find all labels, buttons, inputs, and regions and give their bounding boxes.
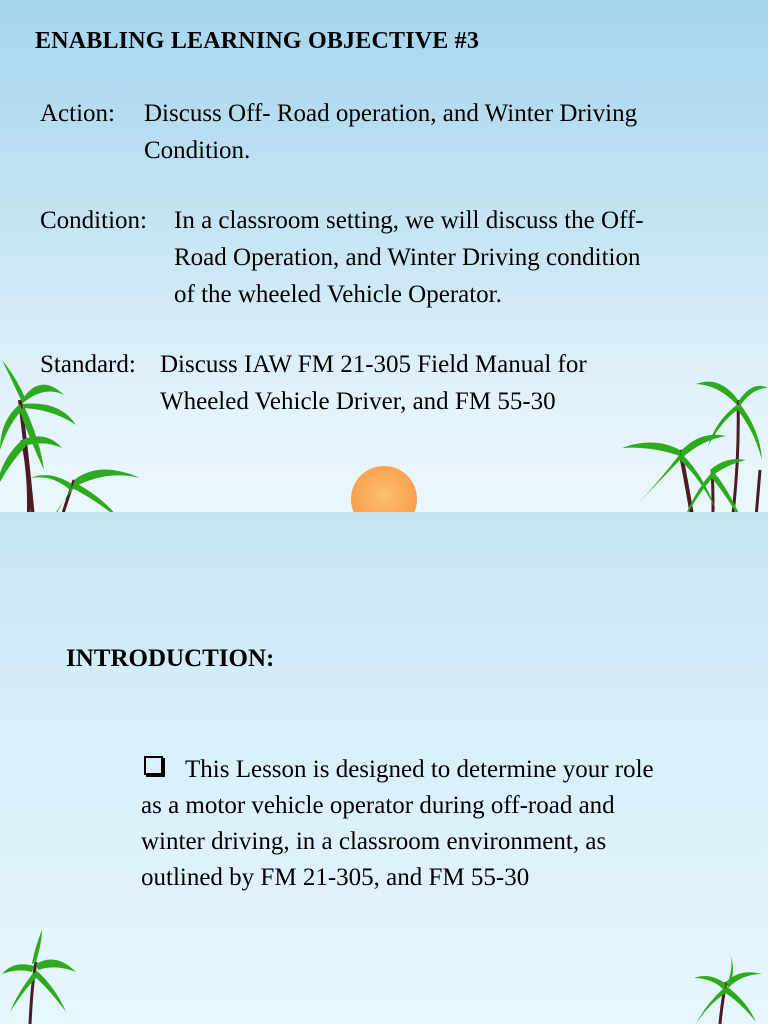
bullet-line: This Lesson is designed to determine your role [185,756,654,783]
action-line: Condition. [144,137,251,164]
condition-label: Condition: [40,207,147,234]
slide-2 [0,512,768,1024]
standard-label: Standard: [40,351,136,378]
condition-line: of the wheeled Vehicle Operator. [174,281,502,308]
palm-tree-bottom-right [694,954,762,1024]
bullet-line: as a motor vehicle operator during off-road and [141,792,615,819]
palm-fronds-bottom [0,512,768,1024]
palm-tree-right [622,382,768,512]
condition-line: In a classroom setting, we will discuss the Off- [174,207,644,234]
standard-line: Wheeled Vehicle Driver, and FM 55-30 [160,388,556,415]
condition-line: Road Operation, and Winter Driving condition [174,244,641,271]
bullet-line: winter driving, in a classroom environment, as [141,828,607,855]
slide-title: ENABLING LEARNING OBJECTIVE #3 [35,28,480,54]
palm-tree-left [0,360,140,512]
action-line: Discuss Off- Road operation, and Winter Driving [144,100,638,127]
action-label: Action: [40,100,115,127]
standard-line: Discuss IAW FM 21-305 Field Manual for [160,351,587,378]
palm-tree-bottom-left [2,930,76,1024]
intro-title: INTRODUCTION: [66,645,275,672]
bullet-line: outlined by FM 21-305, and FM 55-30 [141,864,530,891]
